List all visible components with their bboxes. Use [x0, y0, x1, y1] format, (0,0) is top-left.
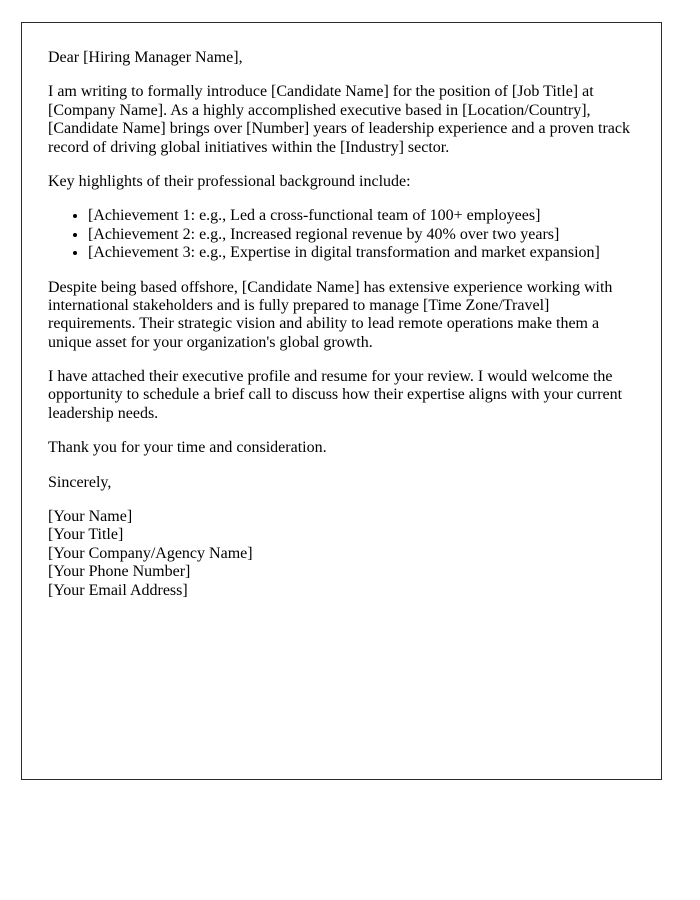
salutation: Dear [Hiring Manager Name],	[48, 49, 243, 66]
signature-line-email: [Your Email Address]	[48, 581, 188, 599]
intro-paragraph: I am writing to formally introduce [Candidate Name] for the position of [Job Title] at [Company Name]. As a highly accomplished executive based in [Location/Country], [Candidate Name] brings over [Number] years of leadership experience and a proven track record of driving global initiatives within the [Industry] sector.	[48, 83, 630, 156]
highlights-lead: Key highlights of their professional background include:	[48, 172, 411, 190]
letter-page	[21, 22, 662, 780]
attachment-paragraph: I have attached their executive profile and resume for your review. I would welcome the opportunity to schedule a brief call to discuss how their expertise aligns with your current leadership needs.	[48, 368, 623, 422]
signature-line-phone: [Your Phone Number]	[48, 563, 191, 581]
offshore-paragraph: Despite being based offshore, [Candidate Name] has extensive experience working with international stakeholders and is fully prepared to manage [Time Zone/Travel] requirements. Their strategic vision and ability to lead remote operations make them a unique asset for your organization's global growth.	[48, 278, 613, 351]
achievement-item: • [Achievement 3: e.g., Expertise in digital transformation and market expansion]	[88, 244, 635, 262]
achievement-item: • [Achievement 2: e.g., Increased regional revenue by 40% over two years]	[88, 226, 635, 244]
signature-line-name: [Your Name]	[48, 508, 133, 526]
signature-block	[48, 508, 635, 600]
signature-line-company: [Your Company/Agency Name]	[48, 544, 253, 562]
signature-line-title: [Your Title]	[48, 526, 124, 544]
achievement-item: • [Achievement 1: e.g., Led a cross-functional team of 100+ employees]	[88, 207, 635, 225]
closing-thanks: Thank you for your time and consideration.	[48, 439, 327, 457]
achievements-list	[48, 207, 635, 262]
signoff: Sincerely,	[48, 473, 112, 491]
